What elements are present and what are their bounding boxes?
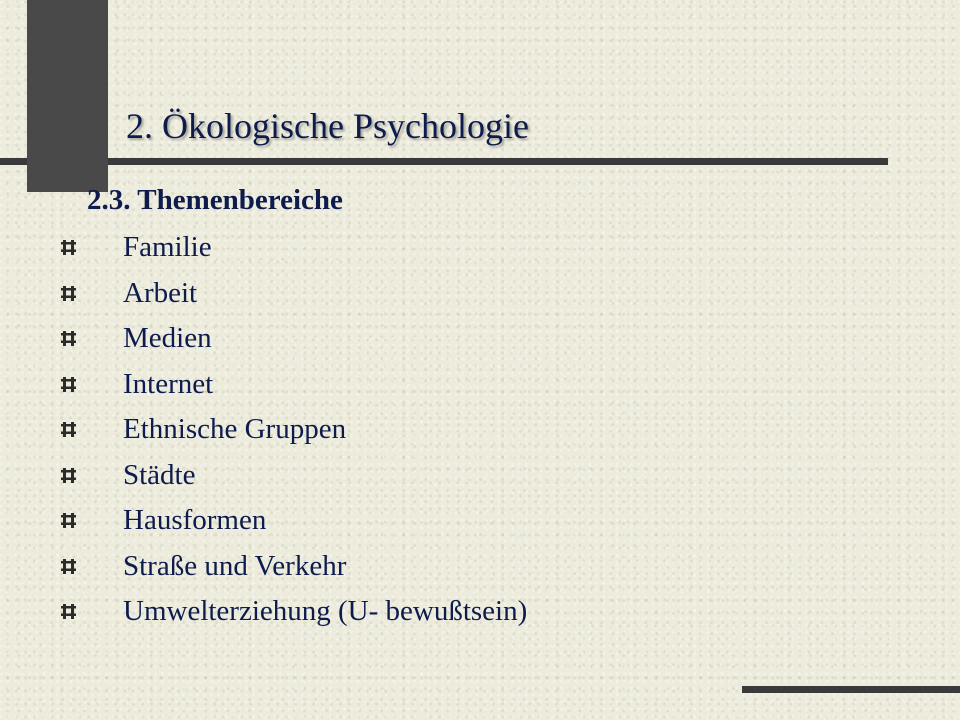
list-item-label: Internet (123, 367, 214, 400)
list-item-label: Arbeit (123, 276, 198, 309)
list-item-label: Familie (123, 231, 212, 263)
hash-bullet-icon (60, 376, 76, 392)
bottom-accent-bar (742, 686, 960, 693)
hash-bullet-icon (60, 330, 76, 346)
hash-bullet-icon (60, 239, 76, 255)
list-item-label: Medien (123, 322, 212, 354)
list-item-label: Umwelterziehung (U- bewußtsein) (123, 595, 528, 627)
vertical-accent-bar (27, 0, 108, 192)
list-item-label: Ethnische Gruppen (123, 413, 347, 445)
hash-bullet-icon (60, 603, 76, 619)
title-underline-bar (0, 158, 888, 165)
hash-bullet-icon (60, 285, 76, 301)
hash-bullet-icon (60, 558, 76, 574)
list-item-label: Städte (123, 458, 196, 491)
hash-bullet-icon (60, 421, 76, 437)
hash-bullet-icon (60, 467, 76, 483)
list-item-label: Hausformen (123, 504, 267, 536)
hash-bullet-icon (60, 512, 76, 528)
slide-title: 2. Ökologische Psychologie (126, 106, 529, 146)
slide-subtitle: 2.3. Themenbereiche (87, 184, 343, 216)
list-item-label: Straße und Verkehr (123, 549, 347, 582)
